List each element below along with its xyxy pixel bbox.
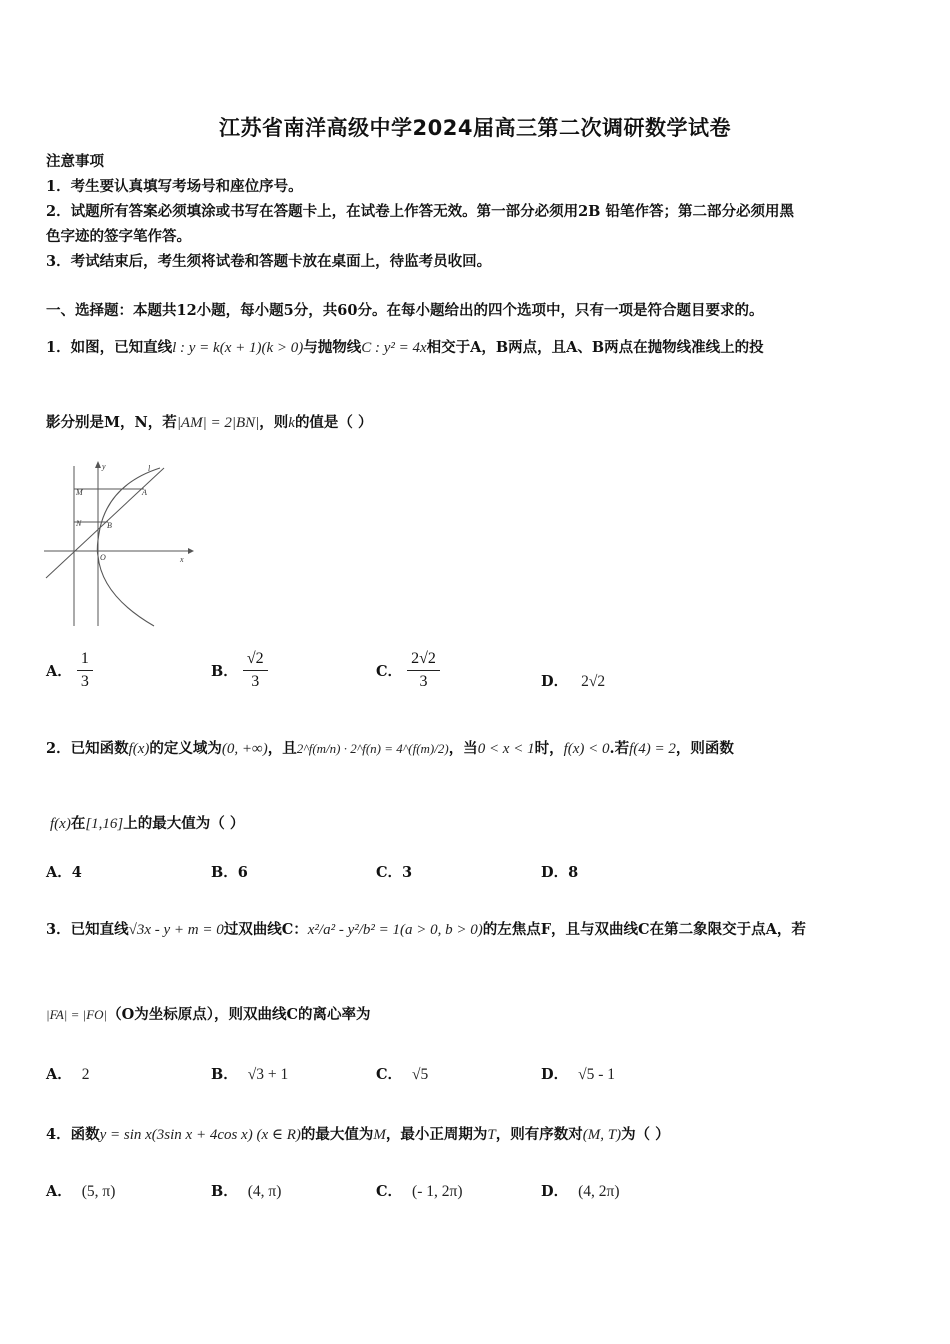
option-value: (- 1, 2π) <box>412 1183 463 1200</box>
q3-option-d[interactable] <box>541 1063 615 1084</box>
q1-formula-condition: |AM| = 2|BN| <box>176 415 260 431</box>
option-label: C． <box>376 1066 403 1083</box>
q3-option-a[interactable] <box>46 1063 90 1084</box>
q1-option-d[interactable] <box>541 670 605 691</box>
q2-text: ，当 <box>448 740 478 757</box>
option-label: A． <box>46 1183 72 1200</box>
notice-item: 1．考生要认真填写考场号和座位序号。 <box>46 178 303 195</box>
x-axis-arrow-icon <box>188 548 194 554</box>
question-1-line1 <box>46 338 764 358</box>
q1-text: 相交于A，B两点，且A、B两点在抛物线准线上的投 <box>426 339 764 356</box>
q3-text: 过双曲线C： <box>223 921 308 938</box>
q4-formula-function: y = sin x(3sin x + 4cos x) (x ∈ R) <box>99 1127 301 1143</box>
question-1-line2 <box>46 413 373 433</box>
option-value: 8 <box>568 864 579 881</box>
q3-text: 3．已知直线 <box>46 921 129 938</box>
q1-text: ，则 <box>259 414 289 431</box>
notice-item: 色字迹的签字笔作答。 <box>46 228 191 245</box>
option-label: A． <box>46 864 72 881</box>
q3-text: 的左焦点F，且与双曲线C在第二象限交于点A，若 <box>482 921 806 938</box>
q3-option-b[interactable] <box>211 1063 288 1084</box>
exam-title: 江苏省南洋高级中学2024届高三第二次调研数学试卷 <box>219 116 731 140</box>
option-value: 2 <box>81 1066 90 1083</box>
q1-text: 1．如图，已知直线 <box>46 339 173 356</box>
notice-heading: 注意事项 <box>46 153 104 170</box>
option-label: D． <box>541 1066 569 1083</box>
option-label: C． <box>376 663 403 680</box>
option-value: 4 <box>71 864 82 881</box>
q4-option-b[interactable] <box>211 1180 281 1201</box>
option-label: B． <box>211 1183 238 1200</box>
question-2-line1 <box>46 739 734 759</box>
parabola-curve <box>97 468 160 626</box>
option-label: D． <box>541 1183 569 1200</box>
q2-text: 的定义域为 <box>149 740 222 757</box>
q1-option-c[interactable] <box>376 648 440 693</box>
q1-option-b[interactable] <box>211 648 268 693</box>
q2-option-b[interactable] <box>211 861 248 882</box>
q3-option-c[interactable] <box>376 1063 428 1084</box>
question-3-line2 <box>46 1005 371 1025</box>
q2-text: 时， <box>534 740 564 757</box>
q2-formula: f(x) < 0 <box>563 741 610 757</box>
question-3-line1 <box>46 920 806 940</box>
q3-formula-condition: |FA| = |FO| <box>46 1007 108 1022</box>
q2-option-a[interactable] <box>46 861 82 882</box>
option-label: D． <box>541 864 569 881</box>
option-fraction: $\frac{2√2}{3}$ <box>407 648 440 693</box>
label-N: N <box>76 519 82 528</box>
option-label: D． <box>541 673 569 690</box>
q3-formula-hyperbola: x²/a² - y²/b² = 1(a > 0, b > 0) <box>307 922 483 938</box>
option-value: √3 + 1 <box>247 1066 289 1083</box>
q2-option-c[interactable] <box>376 861 412 882</box>
option-fraction: $\frac{√2}{3}$ <box>243 648 268 693</box>
q2-text: 上的最大值为（ ） <box>123 815 245 832</box>
label-l: l <box>148 464 151 473</box>
q4-option-d[interactable] <box>541 1180 619 1201</box>
notice-item: 2．试题所有答案必须填涂或书写在答题卡上，在试卷上作答无效。第一部分必须用2B 铅笔作答；第二部分必须用黑 <box>46 203 794 220</box>
option-fraction: $\frac{1}{3}$ <box>77 648 93 693</box>
q4-text: 为（ ） <box>621 1126 670 1143</box>
q2-formula: (0, +∞) <box>221 741 268 757</box>
q2-formula: 0 < x < 1 <box>477 741 535 757</box>
option-value: (5, π) <box>81 1183 116 1200</box>
label-B: B <box>107 521 112 530</box>
q4-text: ，最小正周期为 <box>385 1126 488 1143</box>
option-label: A． <box>46 663 72 680</box>
label-y: y <box>102 462 106 471</box>
q1-formula-k: k <box>288 415 295 431</box>
q2-formula: f(x) <box>50 816 71 832</box>
q4-formula-M: M <box>373 1127 386 1143</box>
option-value: √5 - 1 <box>578 1066 615 1083</box>
q1-formula-parabola: C : y² = 4x <box>361 340 427 356</box>
q4-text: 4．函数 <box>46 1126 100 1143</box>
q1-figure <box>40 458 200 630</box>
option-value: 2√2 <box>581 673 606 690</box>
q1-text: 与抛物线 <box>303 339 362 356</box>
q4-text: 的最大值为 <box>300 1126 374 1143</box>
q2-text: ，且 <box>267 740 297 757</box>
question-2-line2 <box>50 814 244 834</box>
option-label: B． <box>211 864 238 881</box>
q2-text: 2．已知函数 <box>46 740 129 757</box>
label-A: A <box>142 488 147 497</box>
option-label: A． <box>46 1066 72 1083</box>
q2-text: .若 <box>609 740 630 757</box>
q2-formula: f(4) = 2 <box>629 741 676 757</box>
q1-option-a[interactable] <box>46 648 93 693</box>
option-value: (4, 2π) <box>578 1183 620 1200</box>
section-heading: 一、选择题：本题共12小题，每小题5分，共60分。在每小题给出的四个选项中，只有一项是符合题目要求的。 <box>46 302 764 319</box>
q1-formula-line: l : y = k(x + 1)(k > 0) <box>172 340 304 356</box>
q4-formula-T: T <box>487 1127 496 1143</box>
notice-item: 3．考试结束后，考生须将试卷和答题卡放在桌面上，待监考员收回。 <box>46 253 492 270</box>
option-value: 6 <box>237 864 248 881</box>
q4-option-a[interactable] <box>46 1180 115 1201</box>
q1-text: 影分别是M，N，若 <box>46 414 177 431</box>
option-label: B． <box>211 663 238 680</box>
q1-text: 的值是（ ） <box>294 414 373 431</box>
label-O: O <box>100 553 106 562</box>
q4-option-c[interactable] <box>376 1180 462 1201</box>
q2-text: ，则函数 <box>675 740 734 757</box>
q3-formula-line: √3x - y + m = 0 <box>128 922 224 938</box>
option-label: B． <box>211 1066 238 1083</box>
question-4-line1 <box>46 1125 670 1145</box>
q4-text: ，则有序数对 <box>495 1126 583 1143</box>
option-label: C． <box>376 864 403 881</box>
option-value: (4, π) <box>247 1183 282 1200</box>
option-value: 3 <box>402 864 413 881</box>
q4-formula-pair: (M, T) <box>582 1127 622 1143</box>
option-value: √5 <box>412 1066 429 1083</box>
y-axis-arrow-icon <box>95 461 101 468</box>
label-M: M <box>76 488 83 497</box>
q2-option-d[interactable] <box>541 861 578 882</box>
option-label: C． <box>376 1183 403 1200</box>
q2-text: 在 <box>70 815 86 832</box>
q2-formula: f(x) <box>128 741 150 757</box>
label-x: x <box>180 555 184 564</box>
q2-formula-functional-eq: 2^f(m/n) · 2^f(n) = 4^(f(m)/2) <box>296 741 449 756</box>
q3-text: （O为坐标原点），则双曲线C的离心率为 <box>107 1006 371 1023</box>
q2-formula-interval: [1,16] <box>85 816 124 832</box>
